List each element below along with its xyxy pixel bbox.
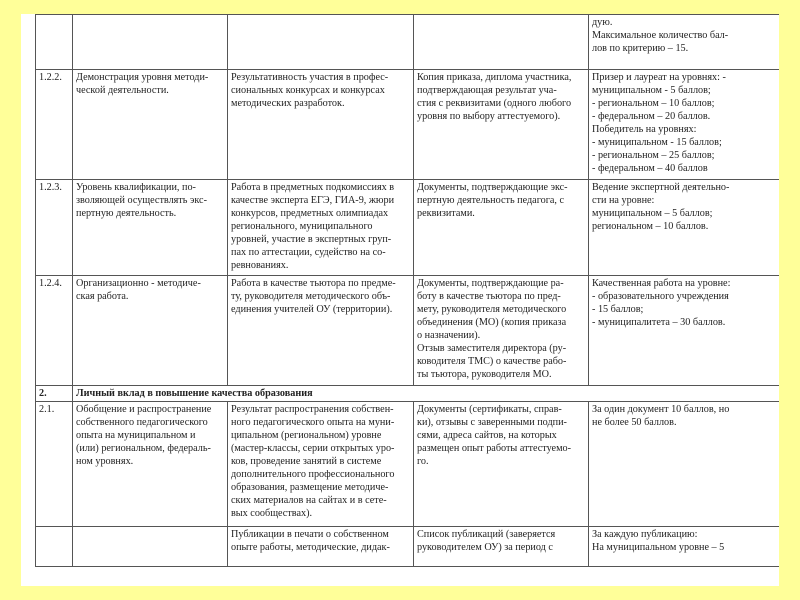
- cell-documents: Список публикаций (заверяется руководителем ОУ) за период с: [414, 527, 589, 567]
- cell-criterion: Обобщение и распространение собственного педагогического опыта на муниципальном и (или) региональном, федераль- ном уровнях.: [73, 402, 228, 527]
- cell-criterion: [73, 15, 228, 70]
- cell-number: 2.1.: [36, 402, 73, 527]
- cell-documents: Документы, подтверждающие экс- пертную деятельность педагога, с реквизитами.: [414, 180, 589, 276]
- cell-documents: [414, 15, 589, 70]
- cell-criterion: Уровень квалификации, по- зволяющей осуществлять экс- пертную деятельность.: [73, 180, 228, 276]
- cell-criterion: [73, 527, 228, 567]
- cell-score: Качественная работа на уровне: - образовательного учреждения - 15 баллов; - муниципалитета – 30 баллов.: [589, 276, 780, 386]
- cell-number: 1.2.4.: [36, 276, 73, 386]
- cell-indicator: Работа в качестве тьютора по предме- ту, руководителя методического объ- единения учителей ОУ (территории).: [228, 276, 414, 386]
- table-row: [36, 15, 780, 70]
- table-row: [36, 70, 780, 180]
- cell-score: Ведение экспертной деятельно- сти на уровне: муниципальном – 5 баллов; региональном – 10 баллов.: [589, 180, 780, 276]
- document-page: [21, 14, 779, 586]
- cell-indicator: Результат распространения собствен- ного педагогического опыта на муни- ципальном (региональном) уровне (мастер-классы, серии открытых уро- ков, проведение занятий в системе дополнительного профессионального образования, размещение методиче- ских материалов на сайтах и в сете- вых сообществах).: [228, 402, 414, 527]
- section-number: 2.: [36, 386, 73, 402]
- cell-number: [36, 15, 73, 70]
- cell-score: За каждую публикацию: На муниципальном уровне – 5: [589, 527, 780, 567]
- cell-score: За один документ 10 баллов, но не более 50 баллов.: [589, 402, 780, 527]
- cell-number: [36, 527, 73, 567]
- cell-indicator: Результативность участия в профес- сиональных конкурсах и конкурсах методических разработок.: [228, 70, 414, 180]
- cell-indicator: Работа в предметных подкомиссиях в качестве эксперта ЕГЭ, ГИА-9, жюри конкурсов, предметных олимпиадах регионального, муниципального уровней, участие в экспертных груп- пах по аттестации, судейство на со- ревнованиях.: [228, 180, 414, 276]
- cell-number: 1.2.3.: [36, 180, 73, 276]
- table-row: [36, 276, 780, 386]
- cell-indicator: Публикации в печати о собственном опыте работы, методические, дидак-: [228, 527, 414, 567]
- criteria-table: [35, 14, 779, 567]
- cell-score: Призер и лауреат на уровнях: - муниципальном - 5 баллов; - региональном – 10 баллов; - федеральном – 20 баллов. Победитель на уровнях: - муниципальном - 15 баллов; - региональном – 25 баллов; - федеральном – 40 баллов: [589, 70, 780, 180]
- cell-score: дую. Максимальное количество бал- лов по критерию – 15.: [589, 15, 780, 70]
- section-header-row: [36, 386, 780, 402]
- cell-documents: Документы (сертификаты, справ- ки), отзывы с заверенными подпи- сями, адреса сайтов, на которых размещен опыт работы аттестуемо- го.: [414, 402, 589, 527]
- cell-indicator: [228, 15, 414, 70]
- table-row: [36, 527, 780, 567]
- table-row: [36, 402, 780, 527]
- cell-number: 1.2.2.: [36, 70, 73, 180]
- cell-documents: Копия приказа, диплома участника, подтверждающая результат уча- стия с реквизитами (одного любого уровня по выбору аттестуемого).: [414, 70, 589, 180]
- section-title: Личный вклад в повышение качества образования: [73, 386, 780, 402]
- cell-criterion: Организационно - методиче- ская работа.: [73, 276, 228, 386]
- table-row: [36, 180, 780, 276]
- cell-criterion: Демонстрация уровня методи- ческой деятельности.: [73, 70, 228, 180]
- cell-documents: Документы, подтверждающие ра- боту в качестве тьютора по пред- мету, руководителя методического объединения (МО) (копия приказа о назначении). Отзыв заместителя директора (ру- ководителя ТМС) о качестве рабо- ты тьютора, руководителя МО.: [414, 276, 589, 386]
